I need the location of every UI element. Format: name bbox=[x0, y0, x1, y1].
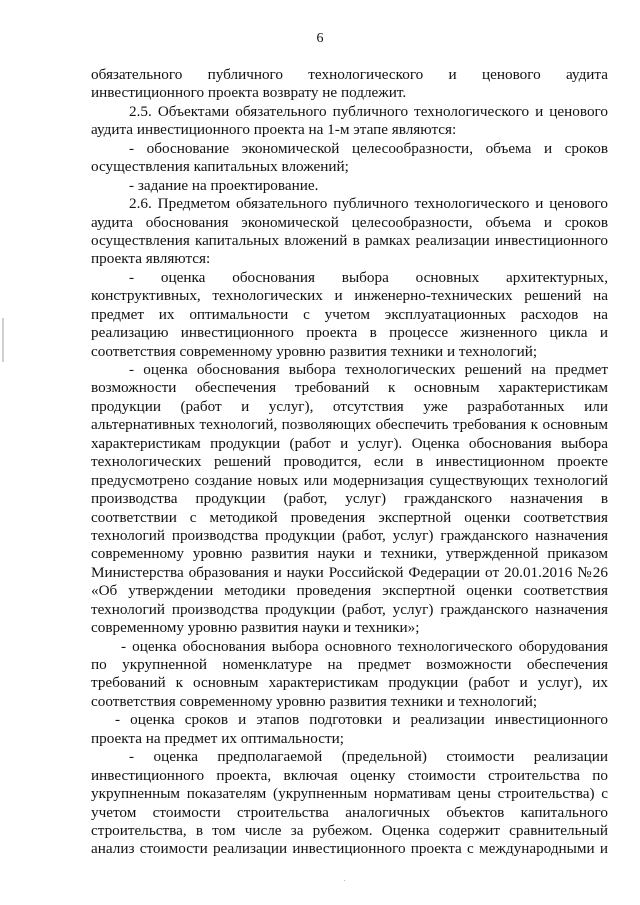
text-line: по укрупненной номенклатуре на предмет возможности обеспечения bbox=[91, 656, 608, 673]
text-line: анализ стоимости реализации инвестиционного проекта с международными и bbox=[91, 840, 608, 858]
text-line: - оценка сроков и этапов подготовки и реализации инвестиционного bbox=[115, 711, 608, 729]
text-line: производства продукции (работ, услуг) гражданского назначения в bbox=[91, 490, 608, 508]
text-line: технологий производства продукции (работ, услуг) гражданского назначения bbox=[91, 600, 608, 618]
text-line: продукции (работ и услуг), отсутствия уже разработанных или bbox=[91, 397, 608, 415]
page-number: 6 bbox=[316, 31, 324, 46]
text-line: проекта на предмет их оптимальности; bbox=[91, 729, 344, 747]
text-line: характеристикам продукции (работ и услуг). Оценка обоснования выбора bbox=[91, 434, 608, 452]
text-line: инвестиционного проекта, включая оценку стоимости строительства по bbox=[91, 766, 608, 784]
text-line: предмет их оптимальности с учетом эксплуатационных расходов на bbox=[91, 305, 608, 323]
text-line: осуществления капитальных вложений; bbox=[91, 158, 349, 176]
text-line: обязательного публичного технологического и ценового аудита bbox=[91, 66, 608, 83]
text-line: проекта являются: bbox=[91, 250, 211, 268]
text-line: реализацию инвестиционного проекта в процессе жизненного цикла и bbox=[91, 324, 608, 342]
text-line: инвестиционного проекта возврату не подлежит. bbox=[91, 84, 407, 102]
text-line: - оценка предполагаемой (предельной) стоимости реализации bbox=[129, 748, 608, 766]
text-line: технологических решений проводится, если в инвестиционном проекте bbox=[91, 453, 608, 471]
text-line: предусмотрено создание новых или модернизация существующих технологий bbox=[91, 471, 608, 489]
scan-margin-mark bbox=[2, 318, 4, 362]
document-body bbox=[91, 66, 608, 859]
text-line: технологий производства продукции (работ, услуг) гражданского назначения bbox=[91, 526, 608, 544]
scan-speck bbox=[344, 880, 345, 881]
text-line: - оценка обоснования выбора технологических решений на предмет bbox=[129, 361, 608, 378]
text-line: укрупненным показателям (укрупненным нормативам цены строительства) с bbox=[91, 785, 608, 803]
text-line: - оценка обоснования выбора основных архитектурных, bbox=[129, 268, 608, 286]
text-line: 2.5. Объектами обязательного публичного технологического и ценового bbox=[129, 102, 608, 120]
text-line: - оценка обоснования выбора основного технологического оборудования bbox=[121, 637, 608, 655]
text-line: аудита обоснования экономической целесообразности, объема и сроков bbox=[91, 213, 608, 231]
text-line: аудита инвестиционного проекта на 1-м этапе являются: bbox=[91, 121, 457, 139]
text-line: - задание на проектирование. bbox=[129, 176, 319, 194]
text-line: учетом стоимости строительства аналогичных объектов капитального bbox=[91, 803, 608, 821]
text-line: соответствия современному уровню развития техники и технологий; bbox=[91, 692, 538, 710]
text-line: альтернативных технологий, позволяющих обеспечить требования к основным bbox=[91, 416, 608, 434]
text-line: Министерства образования и науки Российской Федерации от 20.01.2016 №26 bbox=[91, 563, 608, 581]
text-line: «Об утверждении методики проведения экспертной оценки соответствия bbox=[91, 582, 608, 600]
text-line: осуществления капитальных вложений в рамках реализации инвестиционного bbox=[91, 231, 608, 249]
text-line: конструктивных, технологических и инженерно-технических решений на bbox=[91, 287, 608, 305]
text-line: соответствии с методикой проведения экспертной оценки соответствия bbox=[91, 508, 608, 526]
text-line: - обоснование экономической целесообразности, объема и сроков bbox=[129, 139, 608, 157]
text-line: строительства, в том числе за рубежом. Оценка содержит сравнительный bbox=[91, 821, 608, 839]
text-line: 2.6. Предметом обязательного публичного технологического и ценового bbox=[129, 195, 608, 213]
text-line: соответствия современному уровню развития техники и технологий; bbox=[91, 342, 538, 360]
text-line: современному уровню развития науки и техники, утвержденной приказом bbox=[91, 545, 608, 563]
text-line: современному уровню развития науки и техники»; bbox=[91, 619, 420, 637]
text-line: возможности обеспечения требований к основным характеристикам bbox=[91, 379, 608, 397]
text-line: требований к основным характеристикам продукции (работ и услуг), их bbox=[91, 674, 608, 692]
